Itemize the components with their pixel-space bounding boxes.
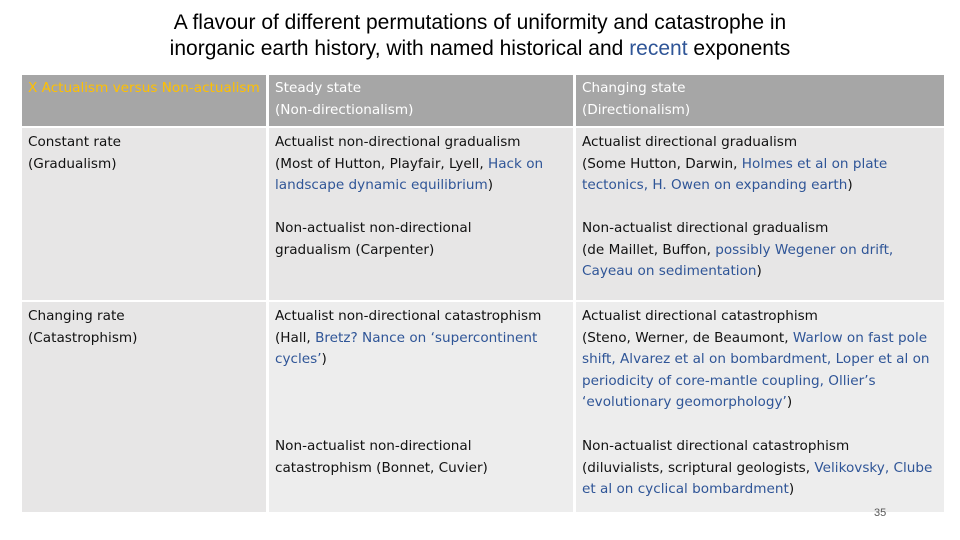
- cell-text: ): [786, 394, 793, 410]
- cell-text: ): [788, 481, 795, 497]
- cell-recent-text: Holmes et al on plate tectonics, H. Owen on expanding earth: [582, 155, 888, 193]
- cell-title-end: catastrophism: [275, 459, 372, 476]
- cell-nonactualist-nondirectional-catastrophism: [269, 432, 573, 512]
- cell-nonactualist-directional-gradualism: [576, 214, 944, 300]
- header-steady-label: Steady state: [275, 80, 362, 96]
- cell-text: ): [847, 177, 853, 193]
- cell-recent-text: Hack on landscape dynamic equilibrium: [275, 155, 544, 193]
- cell-text: (Most of Hutton, Playfair, Lyell,: [275, 155, 488, 172]
- title-recent: recent: [629, 37, 688, 60]
- slide-title: [0, 10, 960, 62]
- cell-title: Non-actualist non-directional: [275, 438, 472, 454]
- cell-recent-text: Warlow on fast pole shift, Alvarez et al on bombardment, Loper et al on periodicity of core-mantle coupling, Ollier’s ‘evolutionary geomorphology’: [582, 329, 930, 410]
- cell-text: (Hall,: [275, 329, 316, 346]
- cell-text: ): [487, 177, 494, 193]
- changing-rate-label: Changing rate: [28, 308, 125, 324]
- cell-actualist-nondirectional-catastrophism: [269, 302, 573, 432]
- cell-recent-text: possibly Wegener on drift, Cayeau on sedimentation: [582, 241, 894, 279]
- cell-recent-text: Bretz? Nance on ‘supercontinent cycles’: [275, 329, 538, 367]
- permutations-table: [19, 75, 947, 512]
- table-row: [22, 128, 944, 214]
- cell-title: Actualist directional gradualism: [582, 134, 798, 150]
- header-steady-state: [269, 75, 573, 126]
- header-changing-state: [576, 75, 944, 126]
- catastrophism-label: (Catastrophism): [28, 329, 138, 346]
- cell-title: Actualist directional catastrophism: [582, 308, 818, 324]
- cell-text: ): [756, 263, 762, 279]
- cell-recent-text: Velikovsky, Clube et al on cyclical bombardment: [582, 459, 933, 497]
- header-steady-sub: (Non-directionalism): [275, 101, 414, 118]
- page-number: 35: [874, 507, 887, 519]
- cell-text: (Steno, Werner, de Beaumont,: [582, 329, 793, 346]
- cell-actualist-directional-gradualism: [576, 128, 944, 214]
- header-row: [22, 75, 944, 126]
- cell-title: Actualist non-directional catastrophism: [275, 308, 542, 324]
- header-actualism: X Actualism versus Non-actualism: [22, 75, 266, 126]
- cell-text: (de Maillet, Buffon,: [582, 241, 716, 258]
- header-changing-sub: (Directionalism): [582, 101, 691, 118]
- title-line-2: [0, 36, 960, 62]
- cell-text: ): [321, 351, 327, 367]
- gradualism-label: (Gradualism): [28, 155, 117, 172]
- cell-text: (diluvialists, scriptural geologists,: [582, 459, 815, 476]
- table-row: [22, 302, 944, 432]
- cell-text: (Bonnet, Cuvier): [371, 459, 488, 476]
- cell-title: Non-actualist non-directional: [275, 220, 472, 236]
- cell-text: (Carpenter): [351, 241, 435, 258]
- row-label-constant: [22, 128, 266, 300]
- cell-title: Non-actualist directional catastrophism: [582, 438, 850, 454]
- cell-nonactualist-nondirectional-gradualism: [269, 214, 573, 300]
- cell-nonactualist-directional-catastrophism: [576, 432, 944, 512]
- cell-title-end: gradualism: [275, 241, 352, 258]
- header-changing-label: Changing state: [582, 80, 686, 96]
- cell-title: Actualist non-directional gradualism: [275, 134, 521, 150]
- row-label-changing: [22, 302, 266, 512]
- title-part-b: exponents: [687, 37, 791, 60]
- cell-actualist-nondirectional-gradualism: [269, 128, 573, 214]
- cell-actualist-directional-catastrophism: [576, 302, 944, 432]
- cell-text: (Some Hutton, Darwin,: [582, 155, 742, 172]
- constant-rate-label: Constant rate: [28, 134, 122, 150]
- title-part-a: inorganic earth history, with named historical and: [169, 37, 630, 60]
- title-line-1: A flavour of different permutations of uniformity and catastrophe in: [173, 11, 787, 34]
- cell-title: Non-actualist directional gradualism: [582, 220, 829, 236]
